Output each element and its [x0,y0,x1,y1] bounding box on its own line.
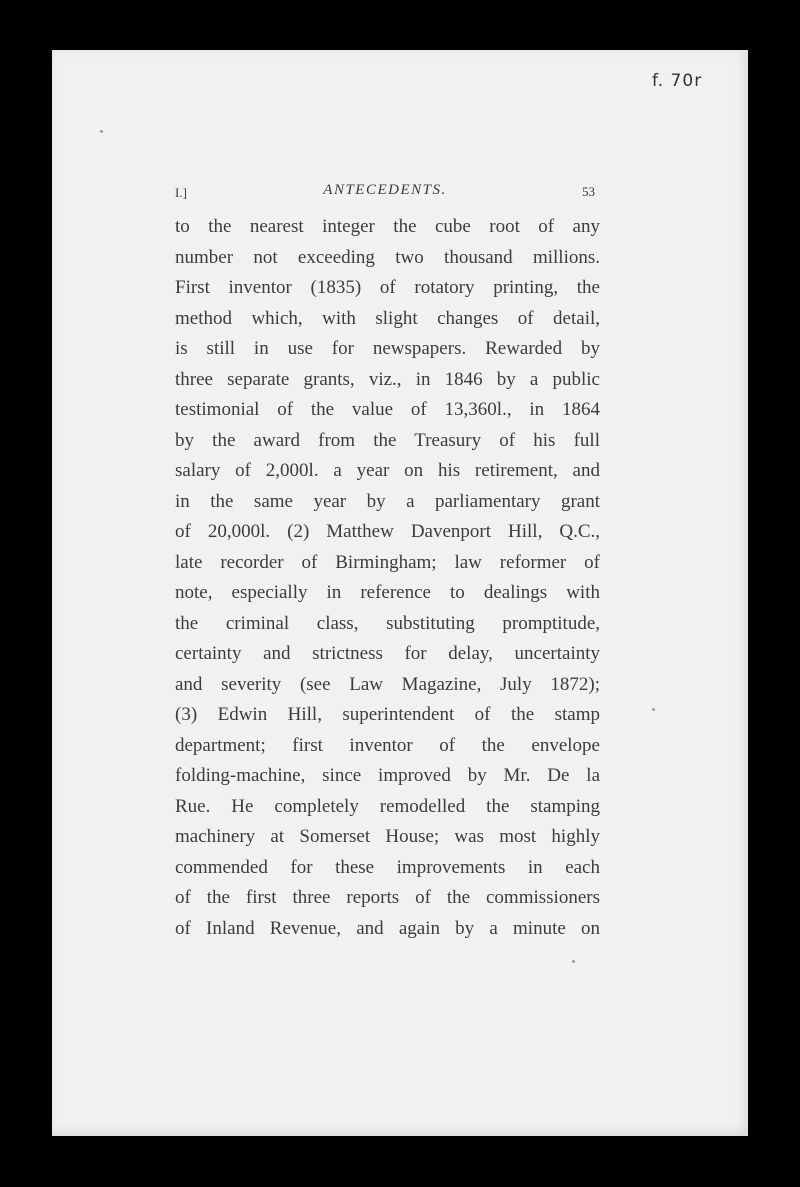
text-line: to the nearest integer the cube root of any [175,216,600,237]
text-line: machinery at Somerset House; was most highly [175,826,600,847]
text-line: Rue. He completely remodelled the stamping [175,795,600,817]
paper-speck [100,130,103,133]
body-text [175,212,600,944]
text-line: three separate grants, viz., in 1846 by a public [175,368,600,390]
text-line: folding-machine, since improved by Mr. De la [175,765,600,786]
text-line: number not exceeding two thousand millions. [175,246,600,268]
text-line: department; first inventor of the envelope [175,734,600,756]
text-line: First inventor (1835) of rotatory printing, the [175,277,600,298]
page-number: 53 [582,184,595,199]
chapter-number: I.] [175,185,187,200]
text-line: by the award from the Treasury of his full [175,429,600,451]
text-line: (3) Edwin Hill, superintendent of the stamp [175,704,600,725]
text-line: of 20,000l. (2) Matthew Davenport Hill, Q.C., [175,521,600,542]
text-line: the criminal class, substituting promptitude, [175,612,600,634]
text-line: testimonial of the value of 13,360l., in 1864 [175,399,600,420]
text-line: in the same year by a parliamentary grant [175,490,600,512]
text-line: commended for these improvements in each [175,856,600,878]
paper-speck [572,960,575,963]
text-line: salary of 2,000l. a year on his retirement, and [175,460,600,481]
folio-annotation: f. 70r [652,71,703,91]
text-line: note, especially in reference to dealings with [175,582,600,603]
running-title: ANTECEDENTS. [323,182,447,198]
text-line: and severity (see Law Magazine, July 1872); [175,673,600,695]
paper-speck [652,708,655,711]
text-line: certainty and strictness for delay, uncertainty [175,643,600,664]
running-head [175,182,595,204]
text-line: method which, with slight changes of detail, [175,307,600,329]
text-line: late recorder of Birmingham; law reformer of [175,551,600,573]
text-line: of the first three reports of the commissioners [175,887,600,908]
text-line: is still in use for newspapers. Rewarded by [175,338,600,359]
text-line: of Inland Revenue, and again by a minute on [175,917,600,939]
